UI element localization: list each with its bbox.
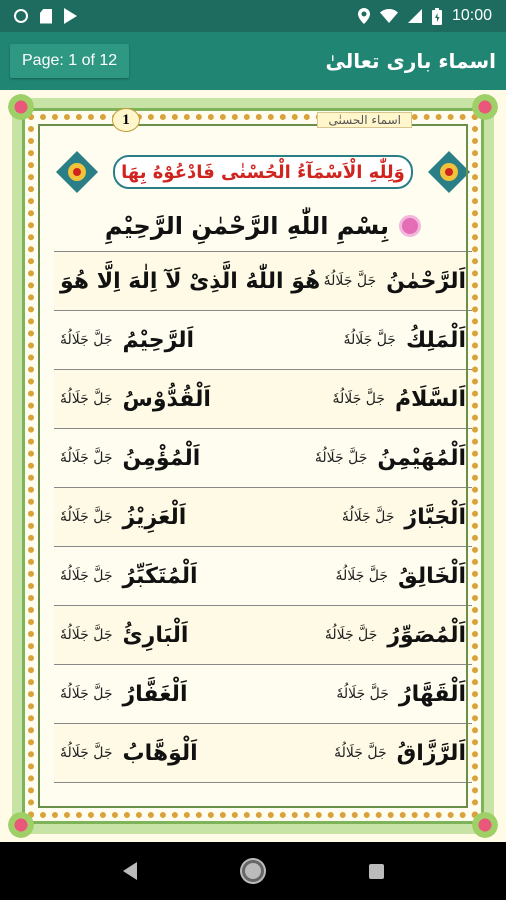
content-area[interactable] (0, 90, 506, 842)
name-cell-left (334, 741, 466, 766)
honorific-text: جَلَّ جَلَالُهٗ (341, 509, 395, 525)
verse-banner (54, 143, 472, 201)
page-header (112, 108, 412, 132)
app-title: اسماء باری تعالیٰ (325, 49, 496, 73)
table-row (54, 370, 472, 429)
name-cell-right (60, 682, 187, 707)
honorific-text: جَلَّ جَلَالُهٗ (60, 745, 113, 761)
name-text: اَلْقَهَّارُ (398, 681, 466, 707)
page-caption: اسماء الحسنٰی (317, 112, 412, 128)
honorific-text: جَلَّ جَلَالُهٗ (60, 509, 113, 525)
home-icon[interactable] (242, 860, 264, 882)
navigation-bar (0, 842, 506, 900)
signal-icon (408, 9, 422, 23)
honorific-text: جَلَّ جَلَالُهٗ (60, 391, 113, 407)
name-cell-right (60, 623, 188, 648)
corner-ornament-icon (6, 810, 36, 840)
recents-icon[interactable] (369, 864, 384, 879)
name-text: اَلْمُتَكَبِّرُ (122, 563, 198, 589)
table-row (54, 724, 472, 783)
wifi-icon (380, 9, 398, 23)
name-text: اَلْمُهَیْمِنُ (377, 445, 466, 471)
name-text: اَلرَّحِیْمُ (122, 327, 195, 353)
name-text: اَلْقُدُّوْسُ (122, 386, 211, 412)
corner-ornament-icon (6, 92, 36, 122)
circle-icon (14, 9, 28, 23)
name-cell-right (60, 505, 186, 530)
back-icon[interactable] (123, 862, 137, 880)
ornamental-page-frame (12, 98, 494, 834)
name-text: اَلْغَفَّارُ (122, 681, 188, 707)
name-cell-left (335, 564, 466, 589)
name-cell-left (315, 446, 466, 471)
name-cell-left (343, 328, 466, 353)
page-indicator-button[interactable]: Page: 1 of 12 (10, 44, 129, 78)
honorific-text: جَلَّ جَلَالُهٗ (323, 273, 377, 289)
honorific-text: جَلَّ جَلَالُهٗ (336, 686, 389, 702)
honorific-text: جَلَّ جَلَالُهٗ (60, 450, 113, 466)
name-text: اَلْعَزِیْزُ (122, 504, 187, 530)
name-cell-left (336, 682, 466, 707)
page-inner (54, 143, 472, 821)
names-table (54, 251, 472, 783)
name-cell-left (332, 387, 466, 412)
location-icon (358, 8, 370, 24)
name-text: هُوَ اللّٰهُ الَّذِیْ لَآ اِلٰهَ اِلَّا هُوَ (60, 268, 321, 294)
name-cell-right (60, 564, 198, 589)
app-bar (0, 32, 506, 90)
name-text: اَلْبَارِئُ (122, 622, 189, 648)
name-cell-right (60, 269, 320, 294)
bismillah (54, 201, 472, 251)
clock: 10:00 (451, 7, 492, 24)
honorific-text: جَلَّ جَلَالُهٗ (314, 450, 368, 466)
name-text: اَلْمَلِكُ (405, 327, 466, 353)
table-row (54, 488, 472, 547)
name-text: اَلرَّزَّاقُ (396, 740, 466, 766)
table-row (54, 606, 472, 665)
banner-ornament-icon (54, 149, 100, 195)
honorific-text: جَلَّ جَلَالُهٗ (332, 391, 385, 407)
table-row (54, 429, 472, 488)
name-text: اَلْمُصَوِّرُ (387, 622, 466, 648)
honorific-text: جَلَّ جَلَالُهٗ (60, 568, 113, 584)
name-text: اَلْمُؤْمِنُ (122, 445, 201, 471)
corner-ornament-icon (470, 92, 500, 122)
name-text: اَلْخَالِقُ (397, 563, 466, 589)
bismillah-text: بِسْمِ اللّٰهِ الرَّحْمٰنِ الرَّحِیْمِ (104, 212, 390, 240)
name-cell-right (60, 446, 200, 471)
sd-card-icon (40, 9, 52, 24)
name-cell-left (324, 269, 466, 294)
banner-ornament-icon (426, 149, 472, 195)
table-row (54, 547, 472, 606)
status-bar (0, 0, 506, 32)
name-text: اَلْجَبَّارُ (404, 504, 466, 530)
table-row (54, 252, 472, 311)
honorific-text: جَلَّ جَلَالُهٗ (324, 627, 378, 643)
name-text: اَلْوَهَّابُ (122, 740, 198, 766)
name-text: اَلرَّحْمٰنُ (386, 268, 466, 294)
corner-ornament-icon (470, 810, 500, 840)
honorific-text: جَلَّ جَلَالُهٗ (343, 332, 396, 348)
page-number: 1 (112, 108, 140, 132)
banner-text: وَلِلّٰهِ الْاَسْمَآءُ الْحُسْنٰى فَادْعُوْهُ بِهَا (113, 155, 413, 189)
honorific-text: جَلَّ جَلَالُهٗ (60, 686, 113, 702)
honorific-text: جَلَّ جَلَالُهٗ (335, 568, 388, 584)
name-cell-right (60, 328, 194, 353)
battery-icon (432, 8, 442, 25)
table-row (54, 665, 472, 724)
honorific-text: جَلَّ جَلَالُهٗ (60, 627, 113, 643)
name-cell-right (60, 387, 211, 412)
name-cell-left (325, 623, 466, 648)
name-cell-left (342, 505, 466, 530)
honorific-text: جَلَّ جَلَالُهٗ (334, 745, 387, 761)
name-cell-right (60, 741, 198, 766)
play-store-icon (64, 8, 77, 24)
flower-ornament-icon (399, 215, 421, 237)
honorific-text: جَلَّ جَلَالُهٗ (60, 332, 113, 348)
name-text: اَلسَّلَامُ (394, 386, 466, 412)
table-row (54, 311, 472, 370)
